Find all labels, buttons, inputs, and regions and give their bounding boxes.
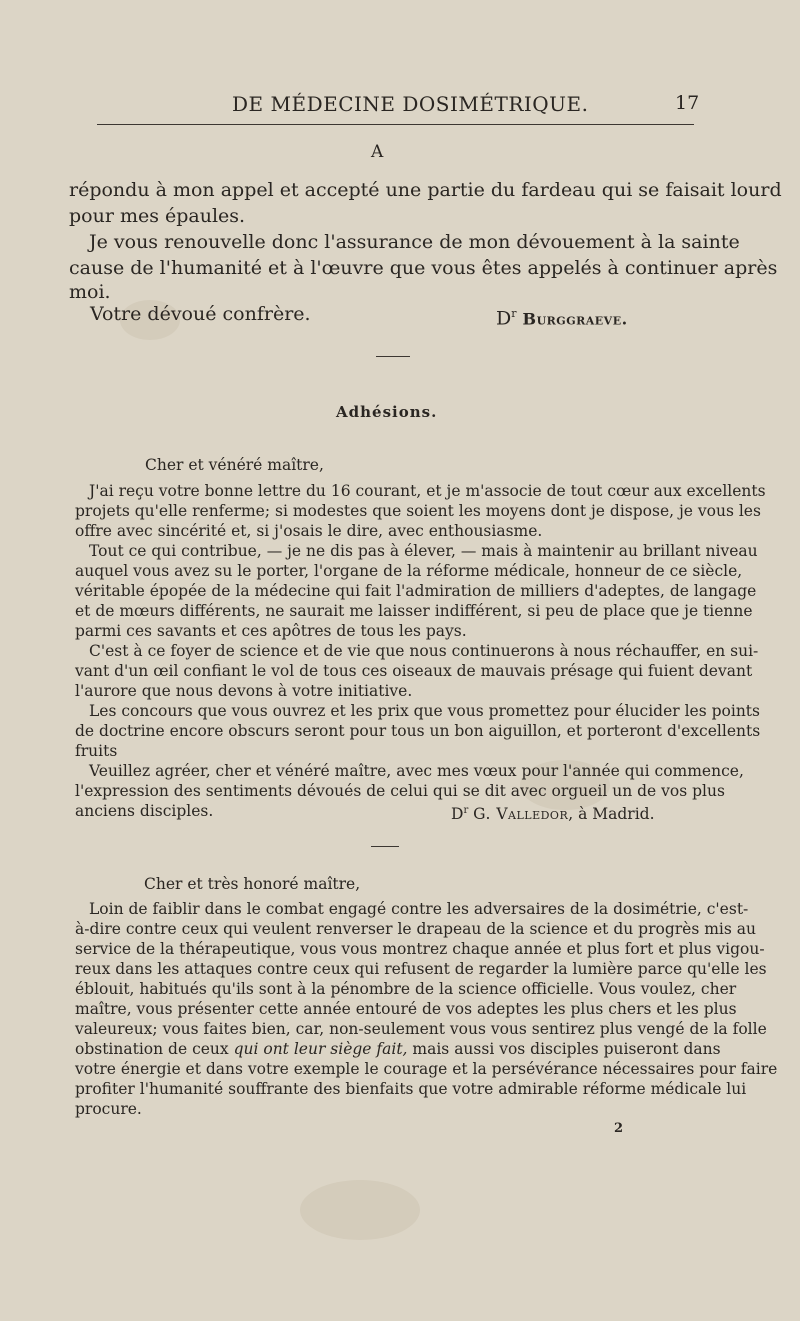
letter3-line: votre énergie et dans votre exemple le courage et la persévérance nécessaires pour faire — [75, 1060, 778, 1078]
letter1-closing: Votre dévoué confrère. — [90, 303, 311, 325]
letter2-line: l'expression des sentiments dévoués de celui qui se dit avec orgueil un de vos plus — [75, 782, 725, 800]
letter3-line: profiter l'humanité souffrante des bienfaits que votre admirable réforme médicale lui — [75, 1080, 747, 1098]
letter2-line: Tout ce qui contribue, — je ne dis pas à élever, — mais à maintenir au brillant niveau — [89, 542, 758, 560]
italic-phrase: qui ont leur siège fait, — [233, 1040, 408, 1058]
letter2-line: fruits — [75, 742, 118, 760]
letter2-line: Veuillez agréer, cher et vénéré maître, avec mes vœux pour l'année qui commence, — [89, 762, 744, 780]
letter2-line: projets qu'elle renferme; si modestes que soient les moyens dont je dispose, je vous les — [75, 502, 761, 520]
letter2-line: parmi ces savants et ces apôtres de tous les pays. — [75, 622, 467, 640]
letter2-line: offre avec sincérité et, si j'osais le dire, avec enthousiasme. — [75, 522, 543, 540]
letter3-line: reux dans les attaques contre ceux qui refusent de regarder la lumière parce qu'elle les — [75, 960, 767, 978]
letter2-line: Les concours que vous ouvrez et les prix que vous promettez pour élucider les points — [89, 702, 760, 720]
letter3-line: valeureux; vous faites bien, car, non-seulement vous vous sentirez plus vengé de la folle — [75, 1020, 767, 1038]
section-divider — [371, 846, 399, 847]
paper-stain — [300, 1180, 420, 1240]
letter2-line: l'aurore que nous devons à votre initiative. — [75, 682, 413, 700]
section-title: Adhésions. — [336, 403, 438, 421]
section-divider — [376, 356, 410, 357]
running-header: DE MÉDECINE DOSIMÉTRIQUE. — [232, 92, 589, 116]
signature-mark: A — [371, 142, 384, 162]
letter1-line: Je vous renouvelle donc l'assurance de mon dévouement à la sainte — [89, 231, 740, 253]
letter2-line: de doctrine encore obscurs seront pour tous un bon aiguillon, et porteront d'excellents — [75, 722, 761, 740]
letter3-line: à-dire contre ceux qui veulent renverser le drapeau de la science et du progrès mis au — [75, 920, 756, 938]
letter2-signature: $D^r$ G. Valledor, à Madrid. — [451, 805, 655, 824]
signature-footer-mark: 2 — [614, 1121, 624, 1136]
letter1-line: moi. — [69, 281, 111, 303]
letter3-line: service de la thérapeutique, vous vous montrez chaque année et plus fort et plus vigou- — [75, 940, 765, 958]
letter1-signature: $D^r$ Burggraeve. — [496, 307, 628, 330]
letter2-line: et de mœurs différents, ne saurait me laisser indifférent, si peu de place que je tienne — [75, 602, 753, 620]
letter2-line: vant d'un œil confiant le vol de tous ces oiseaux de mauvais présage qui fuient devant — [75, 662, 753, 680]
page-number: 17 — [675, 92, 700, 114]
letter2-salutation: Cher et vénéré maître, — [145, 456, 324, 474]
letter2-line: J'ai reçu votre bonne lettre du 16 courant, et je m'associe de tout cœur aux excellents — [89, 482, 766, 500]
letter2-line: véritable épopée de la médecine qui fait l'admiration de milliers d'adeptes, de langage — [75, 582, 757, 600]
header-rule — [97, 124, 694, 125]
letter2-line: auquel vous avez su le porter, l'organe de la réforme médicale, honneur de ce siècle, — [75, 562, 743, 580]
letter3-salutation: Cher et très honoré maître, — [144, 875, 361, 893]
letter2-line: C'est à ce foyer de science et de vie que nous continuerons à nous réchauffer, en sui- — [89, 642, 759, 660]
letter3-line: Loin de faiblir dans le combat engagé contre les adversaires de la dosimétrie, c'est- — [89, 900, 749, 918]
letter1-line: pour mes épaules. — [69, 205, 246, 227]
letter1-line: cause de l'humanité et à l'œuvre que vous êtes appelés à continuer après — [69, 257, 778, 279]
letter2-line: anciens disciples. — [75, 802, 214, 820]
letter3-line: maître, vous présenter cette année entouré de vos adeptes les plus chers et les plus — [75, 1000, 737, 1018]
letter3-line: obstination de ceux qui ont leur siège fait, mais aussi vos disciples puiseront dans — [75, 1040, 721, 1058]
letter3-line: procure. — [75, 1100, 142, 1118]
letter3-line: éblouit, habitués qu'ils sont à la pénombre de la science officielle. Vous voulez, cher — [75, 980, 737, 998]
letter1-line: répondu à mon appel et accepté une partie du fardeau qui se faisait lourd — [69, 179, 782, 201]
